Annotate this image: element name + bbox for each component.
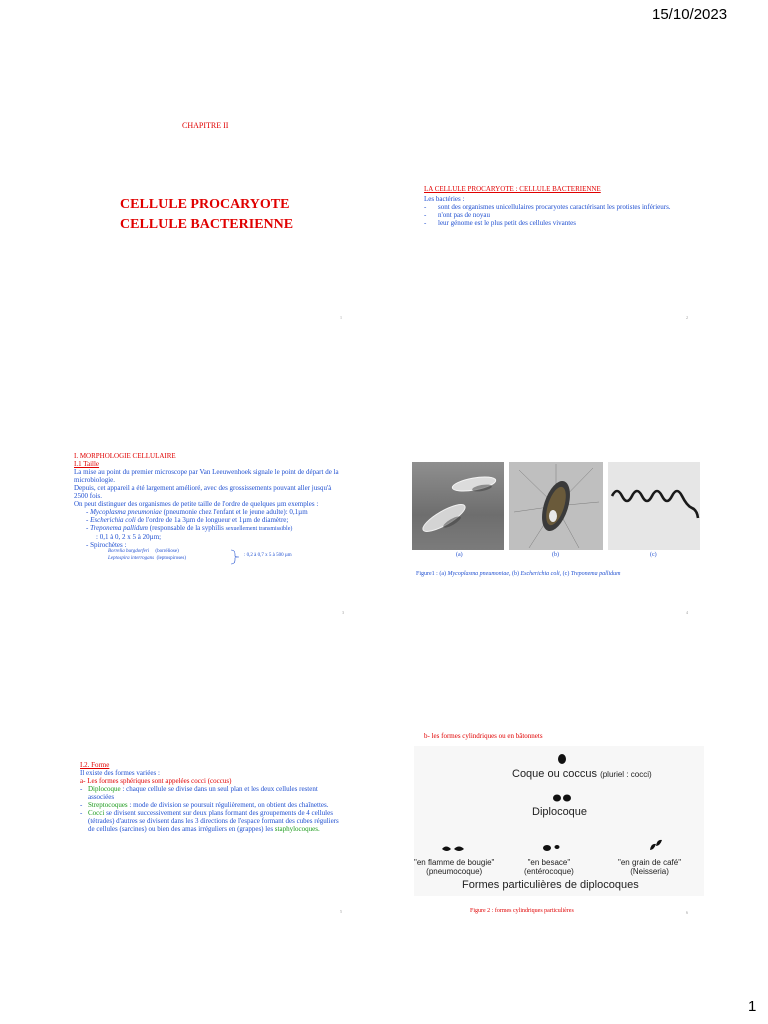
slide-number: 1 [340,315,342,320]
slide-3-subheading: I.1 Taille [74,460,100,468]
label-a: (a) [456,552,463,558]
slide-1 [40,115,342,320]
brace-icon [230,549,242,565]
label-cafe: "en grain de café" (Neisseria) [618,858,682,876]
slide-3-body [74,468,342,565]
slide-number: 5 [340,909,342,914]
slide-6-heading: b- les formes cylindriques ou en bâtonnets [424,732,543,740]
slide-2-body [424,195,694,227]
spirochetes-block: Borrelia burgdorferi (borréliose) Leptospira interrogans (leptospiroses) : 0,2 à 0,7 x 5 à 500 µm [74,549,342,565]
label-flamme: "en flamme de bougie" (pneumocoque) [414,858,495,876]
slide-number: 6 [686,910,688,915]
example-ecoli: - Escherichia coli de l'ordre de 1a 3µm de longueur et 1µm de diamètre; [86,516,289,524]
bullet-cocci: - Cocci se divisent successivement sur deux plans formant des groupements de 4 cellules (tétrades) d'autres se divisent dans les 3 directions de l'espace formant des cubes réguliers de cellules (sarcines) ou bien des amas irréguliers en (grappes) les staphylocoques. [80,809,339,833]
micrograph-treponema [608,462,700,550]
title-line-1: CELLULE PROCARYOTE [120,197,290,212]
bullet-diplocoque: - Diplocoque : chaque cellule se divise dans un seul plan et les deux cellules restent associées [80,785,318,801]
list-item: - sont des organismes unicellulaires procaryotes caractérisant les protistes inférieurs. [424,203,671,211]
label-coque: Coque ou coccus (pluriel : cocci) [512,768,652,780]
example-spirochetes: - Spirochètes : [86,541,127,549]
list-item: - leur génome est le plus petit des cellules vivantes [424,219,577,227]
figure-2-caption: Figure 2 : formes cylindriques particulières [470,908,574,914]
slide-4 [410,460,710,660]
label-c: (c) [650,552,657,558]
paragraph: La mise au point du premier microscope par Van Leeuwenhoek signale le point de départ de la microbiologie. [74,468,339,484]
title-line-2: CELLULE BACTERIENNE [120,217,294,232]
figure-title: Formes particulières de diplocoques [462,879,639,891]
example-mycoplasma: - Mycoplasma pneumoniae (pneumonie chez l'enfant et le jeune adulte): 0,1µm [86,508,308,516]
example-treponema: - Treponema pallidum (responsable de la syphilis sexuellement transmissible) [86,524,293,532]
slide-5 [80,761,380,961]
list-item: - n'ont pas de noyau [424,211,491,219]
subheading-a: a- Les formes sphériques sont appelées cocci (coccus) [80,777,232,785]
slide-6 [414,732,714,932]
slide-1-title [120,195,293,235]
intro-text: Il existe des formes variées : [80,769,160,777]
spirochetes-size: : 0,2 à 0,7 x 5 à 500 µm [244,553,292,558]
page-date: 15/10/2023 [652,6,728,23]
slide-3 [74,452,374,652]
slide-number: 3 [342,610,344,615]
figure-1-caption: Figure1 : (a) Mycoplasma pneumoniae, (b) Escherichia coli, (c) Treponema pallidum [416,571,621,577]
chapter-label: CHAPITRE II [182,121,229,130]
micrograph-mycoplasma [412,462,504,550]
intro-text: Les bactéries : [424,195,465,203]
micrograph-ecoli [509,462,603,550]
slide-2-heading: LA CELLULE PROCARYOTE : CELLULE BACTERIENNE [424,185,601,193]
bullet-streptocoques: - Streptocoques : mode de division se poursuit régulièrement, on obtient des chaînettes. [80,801,329,809]
paragraph: Depuis, cet appareil a été largement amélioré, avec des grossissements pouvant aller jusqu'à 2500 fois. [74,484,332,500]
slide-number: 4 [686,610,688,615]
label-diplocoque: Diplocoque [532,806,588,818]
paragraph: On peut distinguer des organismes de petite taille de l'ordre de quelques µm exemples : [74,500,319,508]
figure-diplocoques [414,746,704,896]
slide-2 [424,115,724,320]
slide-3-heading: I. MORPHOLOGIE CELLULAIRE [74,452,176,460]
label-b: (b) [552,552,559,558]
slide-5-heading: I.2. Forme [80,761,110,769]
slide-number: 2 [686,315,688,320]
page-number: 1 [748,998,757,1015]
label-besace: "en besace" (entérocoque) [524,858,574,876]
example-treponema-size: : 0,1 à 0, 2 x 5 à 20µm; [96,533,162,541]
slide-5-body [80,769,342,833]
